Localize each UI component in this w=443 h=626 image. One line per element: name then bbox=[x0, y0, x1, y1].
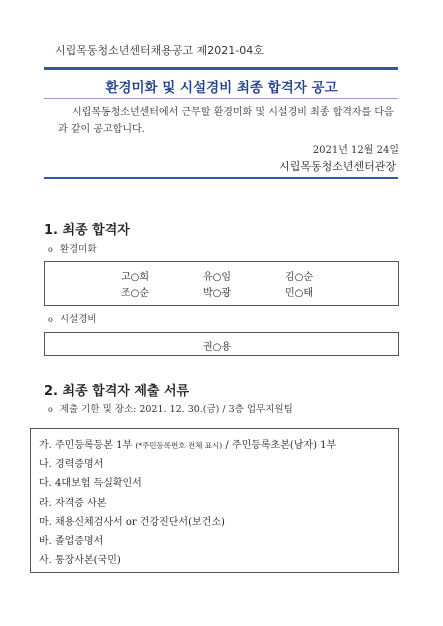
security-names-box bbox=[44, 332, 399, 356]
group-label-text: 시설경비 bbox=[59, 314, 97, 325]
bullet-icon: o bbox=[48, 405, 53, 414]
bullet-icon: o bbox=[48, 245, 53, 254]
cleaning-names-box bbox=[44, 261, 399, 306]
document-title: 환경미화 및 시설경비 최종 합격자 공고 bbox=[105, 80, 338, 96]
document-item: 나. 경력증명서 bbox=[39, 459, 104, 470]
document-item: 마. 채용신체검사서 or 건강진단서(보건소) bbox=[39, 517, 225, 528]
passer-name: 고○희 bbox=[121, 272, 150, 283]
document-item: 가. 주민등록등본 1부 (*주민등록번호 전체 표시) / 주민등록초본(남자) 1부 bbox=[39, 440, 337, 451]
section1-heading: 1. 최종 합격자 bbox=[44, 223, 130, 238]
passer-name: 박○광 bbox=[203, 288, 232, 299]
notice-number: 시립목동청소년센터채용공고 제2021-04호 bbox=[55, 44, 264, 57]
title-divider bbox=[44, 98, 398, 99]
passer-name: 조○순 bbox=[121, 288, 150, 299]
document-note: (*주민등록번호 전체 표시) bbox=[135, 441, 223, 450]
bullet-icon: o bbox=[48, 315, 53, 324]
passer-name: 김○순 bbox=[285, 272, 314, 283]
section2-heading: 2. 최종 합격자 제출 서류 bbox=[44, 384, 190, 399]
document-item: 바. 졸업증명서 bbox=[39, 536, 104, 547]
document-item: 라. 자격증 사본 bbox=[39, 498, 107, 509]
header-top-rule bbox=[44, 67, 398, 70]
passer-name: 민○태 bbox=[285, 288, 314, 299]
document-item: 다. 4대보험 득실확인서 bbox=[39, 478, 142, 489]
notice-date: 2021년 12월 24일 bbox=[312, 145, 399, 156]
documents-box bbox=[30, 428, 399, 573]
passer-name: 권○용 bbox=[203, 342, 232, 353]
body-paragraph: 시립목동청소년센터에서 근무할 환경미화 및 시설경비 최종 합격자를 다음과 같이 공고합니다. bbox=[58, 107, 394, 135]
group-label-text: 환경미화 bbox=[59, 244, 97, 255]
header-bottom-rule bbox=[44, 177, 398, 179]
document-item: 사. 통장사본(국민) bbox=[39, 555, 121, 566]
issuer-name: 시립목동청소년센터관장 bbox=[279, 160, 396, 173]
group-label-security bbox=[48, 311, 97, 325]
submission-deadline bbox=[48, 401, 293, 415]
passer-name: 유○임 bbox=[203, 272, 232, 283]
group-label-cleaning bbox=[48, 241, 97, 255]
deadline-text: 제출 기한 및 장소: 2021. 12. 30.(금) / 3층 업무지원팀 bbox=[59, 404, 293, 415]
